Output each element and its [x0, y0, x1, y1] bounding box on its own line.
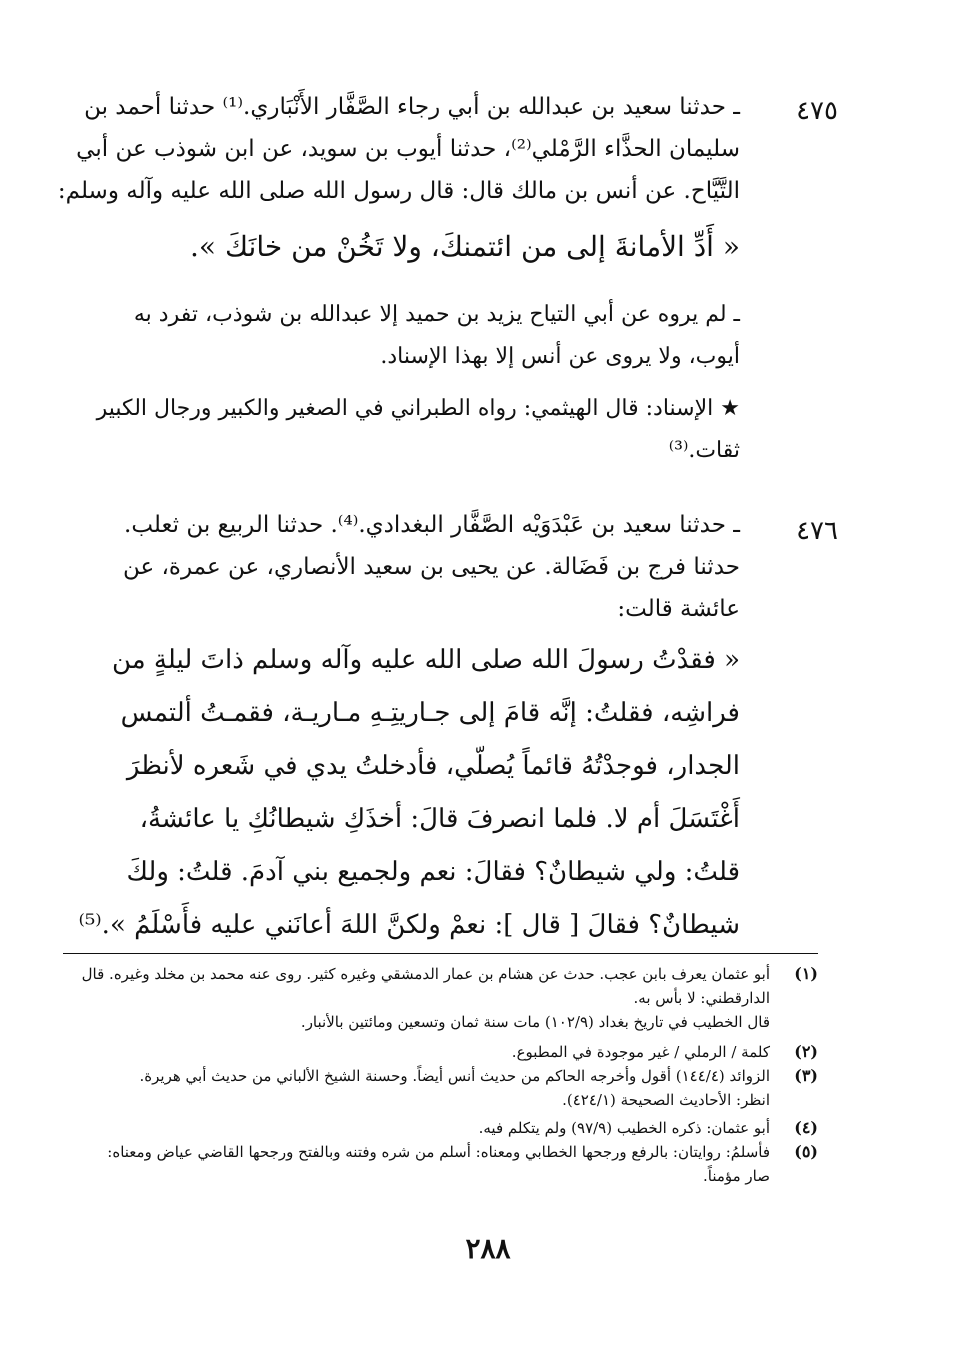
footnote-line: صار مؤمناً.: [702, 1167, 770, 1185]
footnote-line: قال الخطيب في تاريخ بغداد (١٠٢/٩) مات سنة ثمان وتسعين ومائتين بالأنبار.: [300, 1013, 770, 1031]
footnote-line: الدارقطني: لا بأس به.: [633, 989, 770, 1007]
footnote-5: [60, 1140, 818, 1188]
text-line: ثقات.⁽³⁾: [668, 438, 740, 463]
footnote-mark: (٣): [794, 1066, 818, 1085]
matn-line: أَغْتَسَلَ أم لا. فلما انصرفَ قالَ: أخذَكِ شيطانُكِ يا عائشةُ،: [139, 804, 740, 834]
footnote-mark: (٥): [794, 1142, 818, 1161]
text-line: التَّيَّاح. عن أنس بن مالك قال: قال رسول الله صلى الله عليه وآله وسلم:: [57, 178, 740, 204]
hadith-476-matn: [78, 634, 740, 952]
footnote-2: [60, 1040, 818, 1064]
text-line: ـ حدثنا سعيد بن عَبْدَوَيْه الصَّفَّار البغدادي.⁽⁴⁾. حدثنا الربيع بن ثعلب.: [124, 512, 740, 538]
hadith-475-matn: [85, 222, 740, 272]
footnote-line: أبو عثمان يعرف بابن عجب. حدث عن هشام بن عمار الدمشقي وغيره كثير. روى عنه محمد بن مخلد وغيره. قال: [81, 965, 770, 983]
matn-line: « أَدِّ الأمانةَ إلى من ائتمنكَ، ولا تَخُنْ من خانَكَ ».: [190, 230, 740, 263]
hadith-number-475: ٤٧٥: [796, 96, 838, 126]
matn-line: الجدار، فوجدْتُهُ قائماً يُصلّي، فأدخلتُ يدي في شَعره لأنظرَ: [126, 751, 740, 781]
book-page: [18, 0, 958, 1361]
footnote-mark: (١): [794, 964, 818, 983]
text-line: عائشة قالت:: [617, 596, 740, 622]
text-line: أيوب، ولا يروى عن أنس إلا بهذا الإسناد.: [380, 344, 740, 369]
hadith-number-476: ٤٧٦: [796, 516, 838, 546]
footnotes: [60, 962, 818, 1188]
hadith-475-isnad: [57, 86, 740, 212]
hadith-475-isnad-grading: [0, 388, 740, 472]
footnote-1: [60, 962, 818, 1034]
text-line: حدثنا فرج بن فَضَالة. عن يحيى بن سعيد الأنصاري، عن عمرة، عن: [122, 554, 740, 580]
matn-line: فراشِه، فقلتُ: إنَّه قامَ إلى جـاريتِـهِ مـاريـة، فقمـتُ ألتمس: [120, 698, 740, 728]
footnote-divider: [63, 953, 818, 954]
page-number: ٢٨٨: [465, 1232, 511, 1265]
matn-line: قلتُ: ولي شيطانٌ؟ فقالَ: نعم ولجميع بني آدمَ. قلتُ: ولكَ: [126, 857, 740, 887]
footnote-line: انظر: الأحاديث الصحيحة (٤٢٤/١).: [562, 1091, 770, 1109]
hadith-475-note: [0, 294, 740, 378]
matn-line: شيطانٌ؟ فقالَ [ قال ]: نعمْ ولكنَّ اللهَ أعانَني عليه فأَسْلَمُ ».⁽⁵⁾: [78, 910, 740, 940]
footnote-mark: (٤): [794, 1118, 818, 1137]
footnote-mark: (٢): [794, 1042, 818, 1061]
text-line: سليمان الحذَّاء الرَّمْلي⁽²⁾، حدثنا أيوب بن سويد، عن ابن شوذب عن أبي: [76, 136, 740, 162]
text-line: ـ لم يروه عن أبي التياح يزيد بن حميد إلا عبدالله بن شوذب، تفرد به: [133, 302, 740, 327]
footnote-line: أبو عثمان: ذكره الخطيب (٩٧/٩) ولم يتكلم فيه.: [478, 1119, 770, 1137]
footnote-4: [60, 1116, 818, 1140]
footnote-line: الزوائد (١٤٤/٤) أقول وأخرجه الحاكم من حديث أنس أيضاً. وحسنة الشيخ الألباني من حديث أبي هريرة.: [139, 1067, 770, 1085]
matn-line: « فقدْتُ رسولَ الله صلى الله عليه وآله وسلم ذاتَ ليلةٍ من: [111, 645, 740, 675]
footnote-line: فأسلمُ: روايتان: بالرفع ورجحها الخطابي ومعناه: أسلم من شره وفتنه وبالفتح ورجحها القاضي عياض ومعناه:: [107, 1143, 770, 1161]
text-line: ★ الإسناد: قال الهيثمي: رواه الطبراني في الصغير والكبير ورجال الكبير: [96, 396, 740, 421]
hadith-476-isnad: [85, 504, 740, 630]
footnote-line: كلمة / الرملي / غير موجودة في المطبوع.: [511, 1043, 770, 1061]
text-line: ـ حدثنا سعيد بن عبدالله بن أبي رجاء الصَّفَّار الأَنْبَاري.⁽¹⁾ حدثنا أحمد بن: [84, 94, 740, 120]
footnote-3: [60, 1064, 818, 1112]
